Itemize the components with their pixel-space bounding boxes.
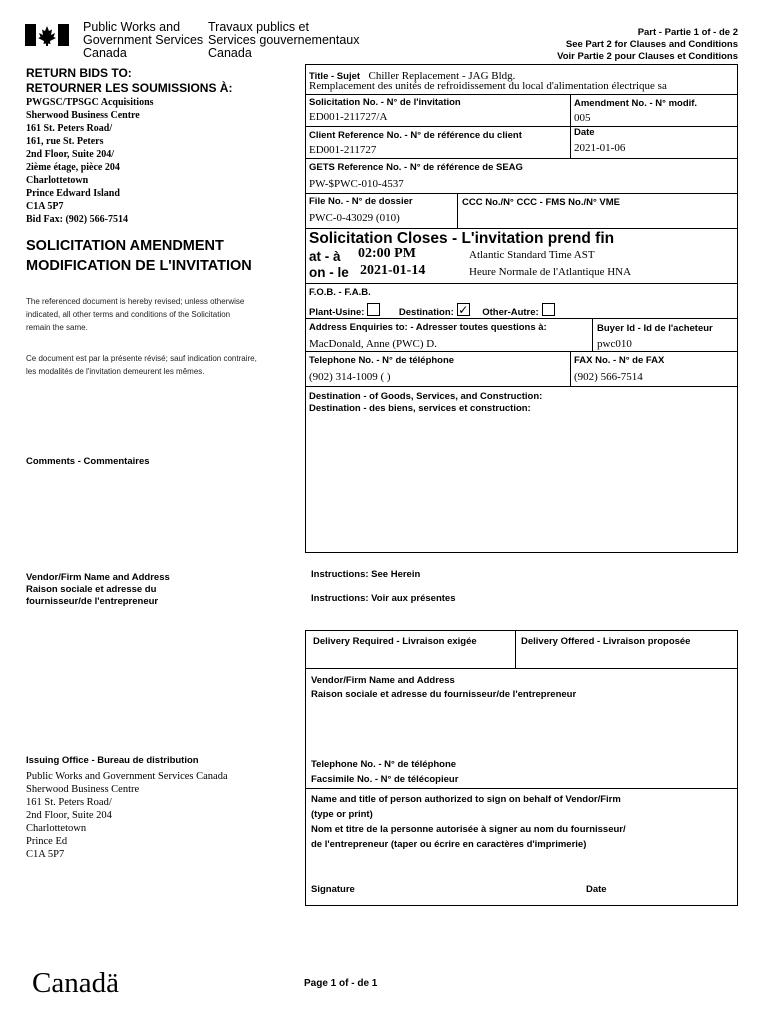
gets-label: GETS Reference No. - N° de référence de SEAG [309,162,523,173]
close-time: 02:00 PM [358,246,416,261]
return-bids-address [26,96,154,226]
buyer-label: Buyer Id - Id de l'acheteur [597,323,713,334]
buyer-value: pwc010 [597,338,632,350]
return-bids-en: RETURN BIDS TO: [26,66,132,80]
address-line: 161 St. Peters Road/ [26,123,113,134]
on-label: on - le [309,265,349,280]
timezone-fr: Heure Normale de l'Atlantique HNA [469,266,632,278]
issuing-office-address [26,770,228,861]
gets-value: PW-$PWC-010-4537 [309,178,404,190]
vendor-label [26,572,170,608]
timezone-en: Atlantic Standard Time AST [469,249,595,261]
checkmark-icon: ✓ [458,303,469,318]
para-line: indicated, all other terms and conditions of the Solicitation [26,310,231,319]
address-line: 2ième étage, pièce 204 [26,162,120,173]
fob-label: F.O.B. - F.A.B. [309,287,371,298]
plant-checkbox[interactable] [367,303,380,316]
plant-label: Plant-Usine: [309,307,365,318]
address-line: Sherwood Business Centre [26,110,140,121]
other-label: Other-Autre: [482,307,539,318]
issuing-line: C1A 5P7 [26,849,65,860]
part-info [557,27,738,63]
title-label: Title - Sujet [309,71,361,82]
dept-en-line: Government Services [83,33,204,47]
address-line: C1A 5P7 [26,201,64,212]
canada-flag-logo [25,24,69,46]
dept-en-line: Public Works and [83,20,181,34]
dept-name-fr [208,21,359,60]
destination-checkbox[interactable] [457,303,470,316]
date-value: 2021-01-06 [574,142,626,154]
solicitation-value: ED001-211727/A [309,111,388,123]
enquiries-label: Address Enquiries to: - Adresser toutes questions à: [309,322,547,333]
instructions-en: Instructions: See Herein [311,569,421,580]
issuing-line: 2nd Floor, Suite 204 [26,810,112,821]
title-value-fr: Remplacement des unités de refroidissement du local d'alimentation électrique sa [309,80,667,92]
return-bids-title [26,66,232,96]
page-number: Page 1 of - de 1 [304,978,378,989]
authorized-person-label [311,792,626,852]
amendment-para-en [26,295,244,334]
bid-fax-line: Bid Fax: (902) 566-7514 [26,214,128,225]
amendment-title-fr: MODIFICATION DE L'INVITATION [26,258,252,274]
issuing-line: Prince Ed [26,836,68,847]
canada-wordmark: Canadä [32,967,119,999]
issuing-line: Sherwood Business Centre [26,784,140,795]
amendment-title-en: SOLICITATION AMENDMENT [26,238,224,254]
dept-fr-line: Services gouvernementaux [208,33,360,47]
delivery-required-label: Delivery Required - Livraison exigée [313,636,477,647]
vendor-label-line: fournisseur/de l'entrepreneur [26,596,159,607]
destination-fr: Destination - des biens, services et construction: [309,403,531,414]
vendor-facsimile-label: Facsimile No. - N° de télécopieur [311,774,459,785]
vendor-label-line: Vendor/Firm Name and Address [26,572,170,583]
see-part-en: See Part 2 for Clauses and Conditions [565,39,738,50]
comments-label: Comments - Commentaires [26,456,150,467]
para-line: Ce document est par la présente révisé; sauf indication contraire, [26,354,257,363]
issuing-office-label: Issuing Office - Bureau de distribution [26,755,199,766]
address-line: Charlottetown [26,175,89,186]
para-line: The referenced document is hereby revised; unless otherwise [26,297,245,306]
phone-label: Telephone No. - N° de téléphone [309,355,455,366]
signature-label: Signature [311,884,355,895]
issuing-line: Public Works and Government Services Canada [26,771,228,782]
close-date: 2021-01-14 [360,263,426,278]
dept-en-line: Canada [83,46,127,60]
amendment-label: Amendment No. - N° modif. [574,98,698,109]
authorized-line: de l'entrepreneur (taper ou écrire en caractères d'imprimerie) [311,839,587,850]
part-line: Part - Partie 1 of - de 2 [637,27,738,38]
date-label: Date [574,127,595,138]
instructions-fr: Instructions: Voir aux présentes [311,593,456,604]
amendment-para-fr [26,352,257,378]
see-part-fr: Voir Partie 2 pour Clauses et Conditions [557,51,738,62]
dept-fr-line: Canada [208,46,252,60]
fax-value: (902) 566-7514 [574,371,643,383]
address-line: Prince Edward Island [26,188,120,199]
dept-fr-line: Travaux publics et [208,20,309,34]
fax-label: FAX No. - N° de FAX [574,355,665,366]
para-line: remain the same. [26,323,88,332]
delivery-offered-label: Delivery Offered - Livraison proposée [521,636,691,647]
issuing-line: 161 St. Peters Road/ [26,797,112,808]
fob-options [309,302,555,320]
enquiries-value: MacDonald, Anne (PWC) D. [309,338,438,350]
ccc-label: CCC No./N° CCC - FMS No./N° VME [462,197,621,208]
issuing-line: Charlottetown [26,823,87,834]
title-value: Chiller Replacement - JAG Bldg. [368,70,516,82]
vendor-label-line: Raison sociale et adresse du [26,584,157,595]
client-ref-label: Client Reference No. - N° de référence du client [309,130,522,141]
address-line: 161, rue St. Peters [26,136,104,147]
destination-goods-label [309,391,542,415]
vendor-telephone-label: Telephone No. - N° de téléphone [311,759,457,770]
authorized-line: Nom et titre de la personne autorisée à signer au nom du fournisseur/ [311,824,626,835]
signature-date-label: Date [586,884,607,895]
destination-label: Destination: [398,307,454,318]
vendor-name-en: Vendor/Firm Name and Address [311,675,455,686]
file-value: PWC-0-43029 (010) [309,212,400,224]
authorized-line: (type or print) [311,809,373,820]
amendment-title [26,236,252,276]
file-label: File No. - N° de dossier [309,196,413,207]
amendment-value: 005 [574,112,591,124]
authorized-line: Name and title of person authorized to sign on behalf of Vendor/Firm [311,794,621,805]
vendor-name-fr: Raison sociale et adresse du fournisseur/de l'entrepreneur [311,689,577,700]
phone-value: (902) 314-1009 ( ) [309,371,391,383]
para-line: les modalités de l'invitation demeurent les mêmes. [26,367,205,376]
client-ref-value: ED001-211727 [309,144,377,156]
at-label: at - à [309,249,341,264]
return-bids-fr: RETOURNER LES SOUMISSIONS À: [26,81,233,95]
dept-name-en [83,21,203,60]
solicitation-label: Solicitation No. - N° de l'invitation [309,97,461,108]
address-line: PWGSC/TPSGC Acquisitions [26,97,154,108]
vendor-name-label [311,674,576,702]
destination-en: Destination - of Goods, Services, and Construction: [309,391,543,402]
other-checkbox[interactable] [542,303,555,316]
closes-title: Solicitation Closes - L'invitation prend fin [309,230,615,247]
address-line: 2nd Floor, Suite 204/ [26,149,114,160]
